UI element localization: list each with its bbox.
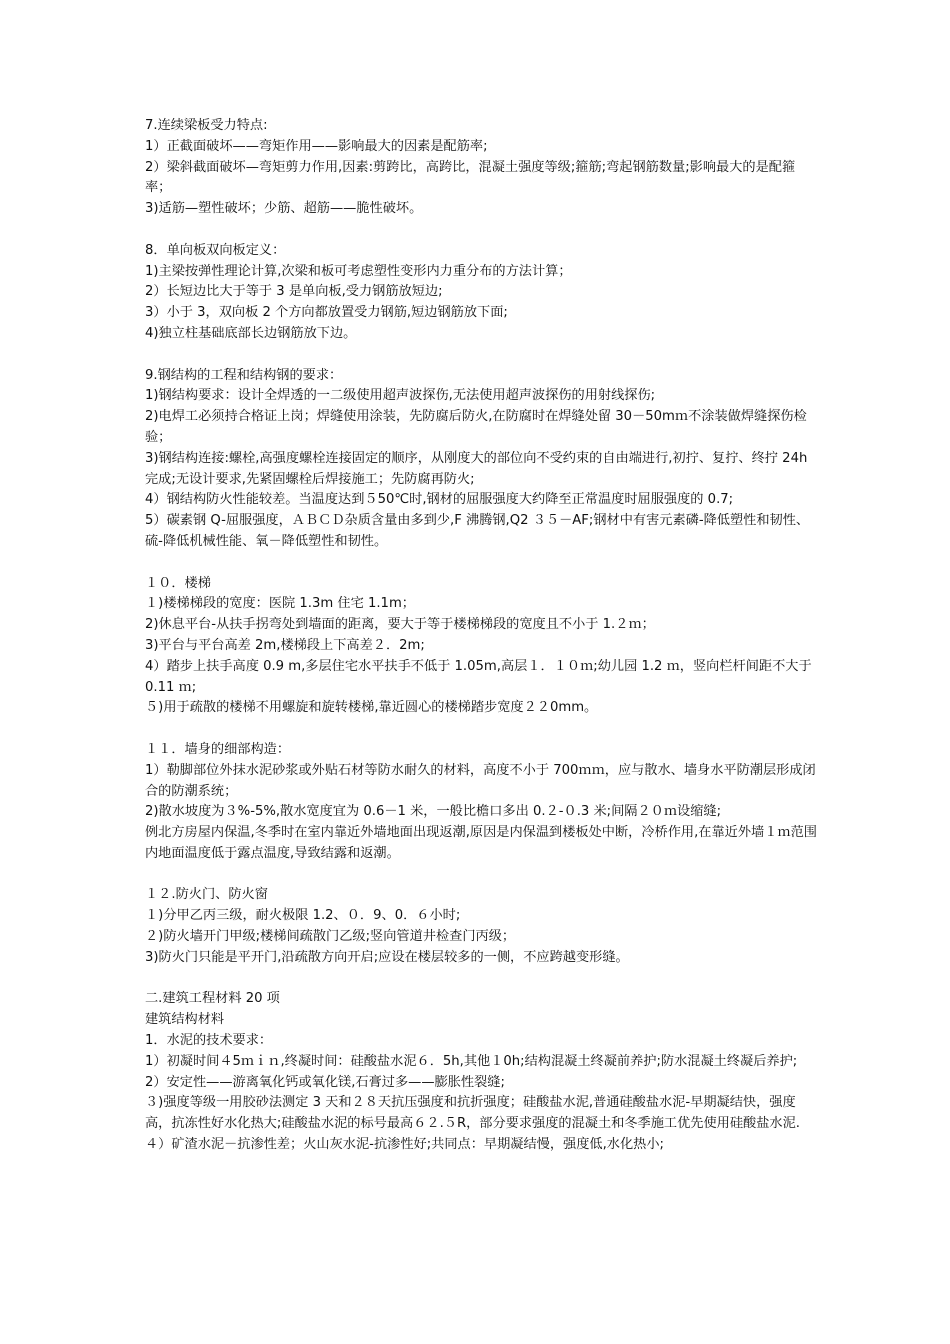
paragraph-line: 2）长短边比大于等于 3 是单向板,受力钢筋放短边;	[145, 284, 443, 300]
section-heading: 二.建筑工程材料 20 项	[145, 991, 280, 1007]
paragraph-line: 4）钢结构防火性能较差。当温度达到５50℃时,钢材的屈服强度大约降至正常温度时屈服强度的 0.7;	[145, 492, 734, 508]
paragraph-line: 3)钢结构连接:螺栓,高强度螺栓连接固定的顺序，从刚度大的部位向不受约束的自由端进行,初拧、复拧、终拧 24h 完成;无设计要求,先紧固螺栓后焊接施工；先防腐再防火;	[145, 450, 808, 487]
paragraph-line: 3)适筋—塑性破坏；少筋、超筋——脆性破坏。	[145, 201, 423, 217]
paragraph-line: 1）勒脚部位外抹水泥砂浆或外贴石材等防水耐久的材料，高度不小于 700ｍｍ，应与散水、墙身水平防潮层形成闭合的防潮系统；	[145, 762, 816, 799]
paragraph-line: 4)独立柱基础底部长边钢筋放下边。	[145, 325, 357, 341]
paragraph-line: 2）安定性——游离氧化钙或氧化镁,石膏过多——膨胀性裂缝;	[145, 1074, 505, 1090]
paragraph-line: ４）矿渣水泥－抗渗性差；火山灰水泥-抗渗性好;共同点：早期凝结慢，强度低,水化热小;	[145, 1137, 664, 1153]
paragraph-line: 1)主梁按弹性理论计算,次梁和板可考虑塑性变形内力重分布的方法计算；	[145, 263, 572, 279]
paragraph-line: 3)平台与平台高差 2m,楼梯段上下高差２．2m;	[145, 637, 425, 653]
paragraph-line: ２)防火墙开门甲级;楼梯间疏散门乙级;竖向管道井检查门丙级；	[145, 929, 516, 945]
paragraph-line: 2)散水坡度为３%-5%,散水宽度宜为 0.6－1 米，一般比檐口多出 0.２-０.3 米;间隔２０ｍ设缩缝;	[145, 804, 722, 820]
paragraph-line: 5）碳素钢 Q-屈服强度，ＡＢＣＤ杂质含量由多到少,F 沸腾钢,Q2 ３５－AF;钢材中有害元素磷-降低塑性和韧性、硫-降低机械性能、氧－降低塑性和韧性。	[145, 513, 810, 549]
section-heading: 8．单向板双向板定义：	[145, 242, 286, 258]
section-continuous-beam-slab	[145, 116, 817, 220]
paragraph-line: ３)强度等级一用胶砂法测定 3 天和２８天抗压强度和抗折强度；硅酸盐水泥,普通硅酸盐水泥-早期凝结快，强度高，抗冻性好水化热大;硅酸盐水泥的标号最高６２.５R，部分要求强度的混凝土和冬季施工优先使用硅酸盐水泥.	[145, 1095, 800, 1132]
subsection-heading: 建筑结构材料	[145, 1012, 225, 1028]
paragraph-line: 2)休息平台-从扶手拐弯处到墙面的距离，要大于等于楼梯梯段的宽度且不小于 1.２ｍ；	[145, 617, 655, 633]
section-one-way-two-way-slab	[145, 241, 817, 345]
section-heading: 9.钢结构的工程和结构钢的要求：	[145, 367, 343, 383]
paragraph-line: 1）初凝时间４5ｍｉｎ,终凝时间：硅酸盐水泥６．5h,其他１0h;结构混凝土终凝前养护;防水混凝土终凝后养护;	[145, 1053, 798, 1069]
section-building-materials	[145, 989, 817, 1155]
paragraph-line: 2）梁斜截面破坏—弯矩剪力作用,因素:剪跨比，高跨比，混凝土强度等级;箍筋;弯起钢筋数量;影响最大的是配箍率；	[145, 159, 796, 196]
paragraph-line: 3)防火门只能是平开门,沿疏散方向开启;应设在楼层较多的一侧，不应跨越变形缝。	[145, 949, 629, 965]
section-fire-doors-windows	[145, 885, 817, 968]
section-steel-structure	[145, 366, 817, 553]
paragraph-line: 例北方房屋内保温,冬季时在室内靠近外墙地面出现返潮,原因是内保温到楼板处中断，冷桥作用,在靠近外墙１ｍ范围内地面温度低于露点温度,导致结露和返潮。	[145, 825, 817, 861]
section-heading: １０．楼梯	[145, 575, 211, 591]
section-heading: １２.防火门、防火窗	[145, 887, 268, 903]
paragraph-line: 1）正截面破坏——弯矩作用——影响最大的因素是配筋率;	[145, 138, 488, 154]
section-heading: １１．墙身的细部构造：	[145, 741, 291, 757]
paragraph-line: １)楼梯梯段的宽度：医院 1.3m 住宅 1.1m；	[145, 596, 415, 612]
subsection-heading: 1．水泥的技术要求：	[145, 1033, 273, 1049]
section-wall-details	[145, 740, 817, 865]
paragraph-line: 1)钢结构要求：设计全焊透的一二级使用超声波探伤,无法使用超声波探伤的用射线探伤;	[145, 388, 656, 404]
paragraph-line: 2)电焊工必须持合格证上岗；焊缝使用涂装，先防腐后防火,在防腐时在焊缝处留 30－50mｍ不涂装做焊缝探伤检验；	[145, 409, 807, 445]
document-page	[145, 116, 817, 1156]
paragraph-line: １)分甲乙丙三级，耐火极限 1.2、０．9、0．６小时;	[145, 908, 461, 924]
paragraph-line: 4）踏步上扶手高度 0.9 m,多层住宅水平扶手不低于 1.05m,高层１．１０ｍ;幼儿园 1.2 ｍ，竖向栏杆间距不大于 0.11 ｍ;	[145, 658, 812, 695]
paragraph-line: ５)用于疏散的楼梯不用螺旋和旋转楼梯,靠近圆心的楼梯踏步宽度２２0mm。	[145, 700, 598, 716]
section-heading: 7.连续梁板受力特点:	[145, 118, 268, 133]
section-stairs	[145, 574, 817, 720]
paragraph-line: 3）小于 3，双向板 2 个方向都放置受力钢筋,短边钢筋放下面;	[145, 305, 508, 321]
